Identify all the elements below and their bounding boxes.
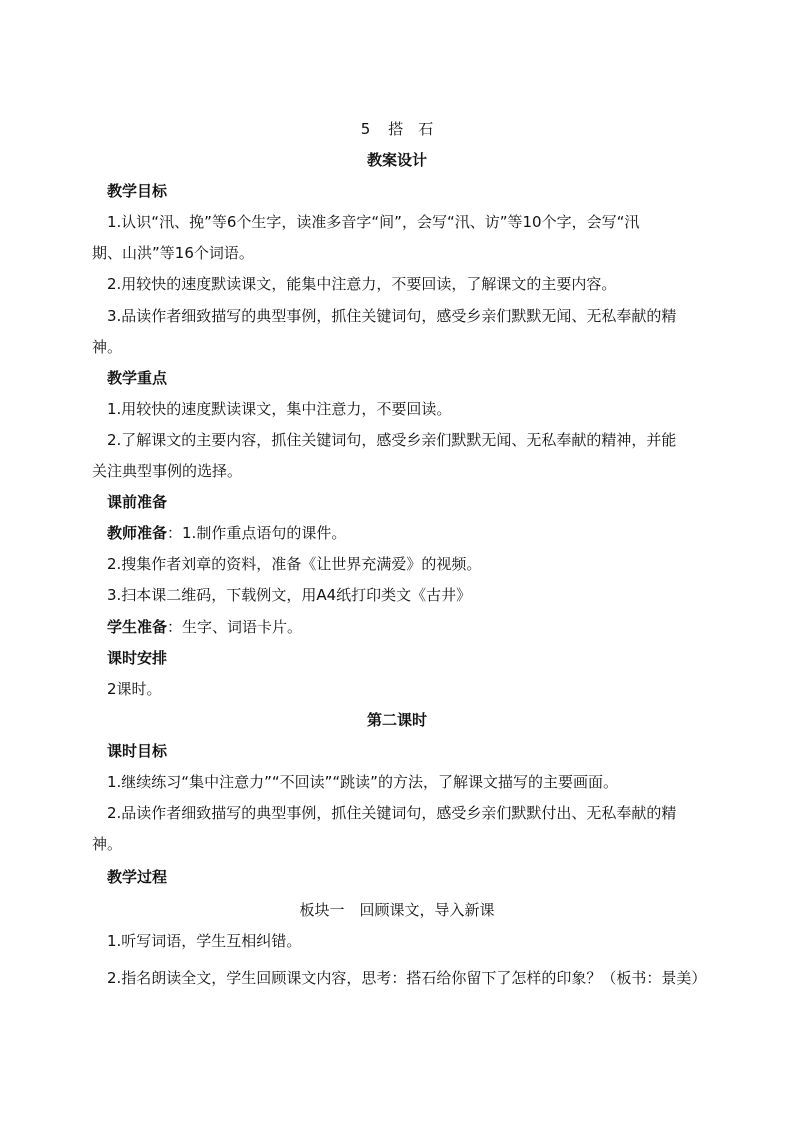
period-objective-2-line1: 2.品读作者细致描写的典型事例，抓住关键词句，感受乡亲们默默付出、无私奉献的精 bbox=[107, 804, 677, 822]
teacher-prep-3: 3.扫本课二维码，下载例文，用A4纸打印类文《古井》 bbox=[107, 586, 472, 604]
process-2: 2.指名朗读全文，学生回顾课文内容，思考：搭石给你留下了怎样的印象？（板书：景美） bbox=[107, 969, 707, 987]
objective-3-line2: 神。 bbox=[92, 338, 123, 356]
lesson-title bbox=[0, 118, 794, 140]
process-1: 1.听写词语，学生互相纠错。 bbox=[107, 932, 302, 950]
focus-1: 1.用较快的速度默读课文，集中注意力，不要回读。 bbox=[107, 400, 452, 418]
lesson-name: 搭 石 bbox=[388, 120, 434, 138]
objective-2: 2.用较快的速度默读课文，能集中注意力，不要回读，了解课文的主要内容。 bbox=[107, 275, 617, 293]
focus-2-line1: 2.了解课文的主要内容，抓住关键词句，感受乡亲们默默无闻、无私奉献的精神，并能 bbox=[107, 431, 677, 449]
period-objectives-heading: 课时目标 bbox=[107, 742, 168, 760]
lesson-subtitle: 教案设计 bbox=[366, 151, 427, 169]
lesson-number: 5 bbox=[360, 120, 371, 138]
teacher-prep-1-text: ：1.制作重点语句的课件。 bbox=[167, 524, 347, 542]
objectives-heading: 教学目标 bbox=[107, 182, 168, 200]
period-objective-2-line2: 神。 bbox=[92, 835, 123, 853]
block-1-title: 板块一 回顾课文，导入新课 bbox=[299, 901, 495, 919]
objective-1-line1: 1.认识“汛、挽”等6个生字，读准多音字“间”，会写“汛、访”等10个字，会写“汛 bbox=[107, 213, 640, 231]
period-objective-1: 1.继续练习“集中注意力”“不回读”“跳读”的方法，了解课文描写的主要画面。 bbox=[107, 773, 618, 791]
objective-1-line2: 期、山洪”等16个词语。 bbox=[92, 244, 254, 262]
student-prep-text: ：生字、词语卡片。 bbox=[167, 618, 303, 636]
period-title: 第二课时 bbox=[366, 711, 427, 729]
student-prep-label: 学生准备 bbox=[107, 618, 168, 636]
student-prep bbox=[0, 616, 794, 638]
schedule-heading: 课时安排 bbox=[107, 649, 168, 667]
schedule-text: 2课时。 bbox=[107, 680, 162, 698]
focus-heading: 教学重点 bbox=[107, 369, 168, 387]
process-heading: 教学过程 bbox=[107, 868, 168, 886]
teacher-prep-1 bbox=[0, 522, 794, 544]
objective-3-line1: 3.品读作者细致描写的典型事例，抓住关键词句，感受乡亲们默默无闻、无私奉献的精 bbox=[107, 307, 677, 325]
teacher-prep-label: 教师准备 bbox=[107, 524, 168, 542]
prep-heading: 课前准备 bbox=[107, 493, 168, 511]
teacher-prep-2: 2.搜集作者刘章的资料，准备《让世界充满爱》的视频。 bbox=[107, 555, 482, 573]
focus-2-line2: 关注典型事例的选择。 bbox=[92, 462, 243, 480]
